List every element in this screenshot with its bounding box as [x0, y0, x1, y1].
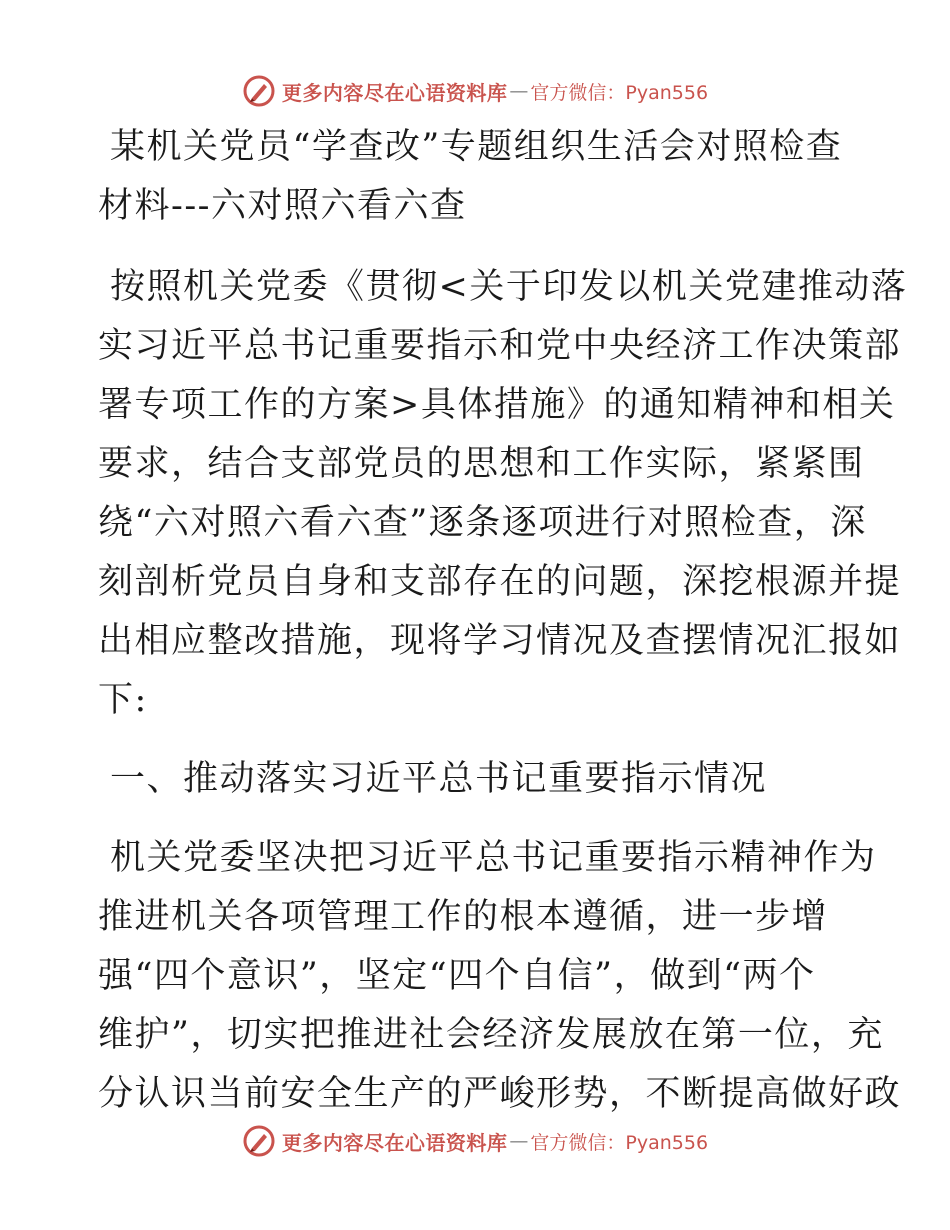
title-line: 材料---六对照六看六查	[98, 186, 467, 226]
watermark-brand: 更多内容尽在心语资料库	[281, 1130, 508, 1155]
text-line: 要求，结合支部党员的思想和工作实际，紧紧围	[98, 444, 865, 484]
pen-logo-icon	[242, 74, 276, 108]
text-line: 分认识当前安全生产的严峻形势，不断提高做好政	[98, 1074, 902, 1114]
pen-logo-icon	[242, 1124, 276, 1158]
text-line: 按照机关党委《贯彻<关于印发以机关党建推动落	[110, 267, 908, 307]
watermark-contact: 官方微信：Pyan556	[530, 1131, 709, 1154]
watermark-separator: —	[509, 80, 529, 102]
watermark-contact: 官方微信：Pyan556	[530, 81, 709, 104]
text-line: 下:	[98, 680, 148, 720]
document-body	[98, 118, 908, 1124]
section-paragraph	[98, 829, 902, 1124]
section-heading: 一、推动落实习近平总书记重要指示情况	[110, 759, 768, 799]
text-line: 机关党委坚决把习近平总书记重要指示精神作为	[110, 838, 877, 878]
title-line: 某机关党员“学查改”专题组织生活会对照检查	[110, 127, 843, 167]
text-line: 署专项工作的方案>具体措施》的通知精神和相关	[98, 385, 896, 425]
text-line: 绕“六对照六看六查”逐条逐项进行对照检查，深	[98, 503, 867, 543]
document-title	[98, 118, 858, 236]
text-line: 刻剖析党员自身和支部存在的问题，深挖根源并提	[98, 562, 902, 602]
header-watermark	[0, 71, 950, 111]
text-line: 出相应整改措施，现将学习情况及查摆情况汇报如	[98, 621, 902, 661]
footer-watermark	[0, 1121, 950, 1161]
intro-paragraph	[98, 258, 908, 730]
watermark-separator: —	[509, 1130, 529, 1152]
text-line: 强“四个意识”，坚定“四个自信”，做到“两个	[98, 956, 816, 996]
text-line: 维护”，切实把推进社会经济发展放在第一位，充	[98, 1015, 884, 1055]
text-line: 推进机关各项管理工作的根本遵循，进一步增	[98, 897, 829, 937]
text-line: 实习近平总书记重要指示和党中央经济工作决策部	[98, 326, 902, 366]
watermark-brand: 更多内容尽在心语资料库	[281, 80, 508, 105]
